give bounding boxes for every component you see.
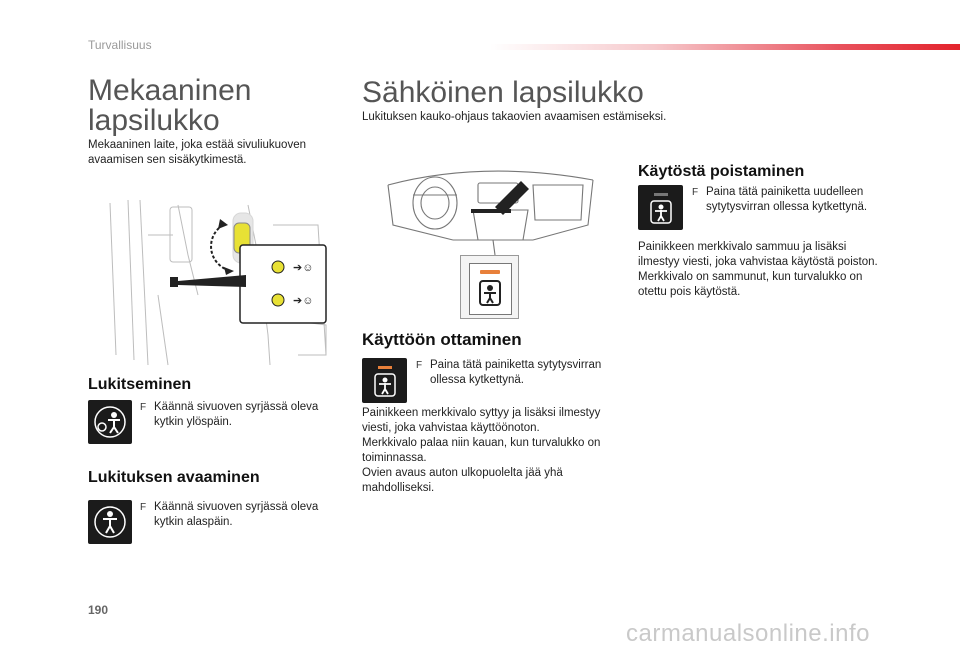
disable-desc-line-1: Painikkeen merkkivalo sammuu ja lisäksi	[638, 241, 847, 253]
enable-instruction	[416, 358, 601, 388]
disable-desc-line-3: Merkkivalo on sammunut, kun turvalukko on	[638, 271, 863, 283]
enable-heading: Käyttöön ottaminen	[362, 330, 522, 349]
child-lock-symbol-icon	[479, 280, 501, 306]
header-accent-bar	[490, 44, 960, 50]
enable-desc-line-4: toiminnassa.	[362, 452, 427, 464]
disable-line-1: Paina tätä painiketta uudelleen	[706, 186, 864, 198]
sliding-door-illustration	[88, 195, 328, 370]
bullet-marker: F	[140, 402, 147, 413]
enable-desc-line-6: mahdolliseksi.	[362, 482, 435, 494]
disable-desc-line-2: ilmestyy viesti, joka vahvistaa käytöstä poiston.	[638, 256, 878, 268]
enable-desc-line-2: viesti, joka vahvistaa käyttöönoton.	[362, 422, 540, 434]
title-line-2: lapsilukko	[88, 104, 220, 137]
locked-child-icon	[88, 400, 132, 444]
intro-line-2: avaamisen sen sisäkytkimestä.	[88, 154, 247, 166]
bullet-marker: F	[416, 360, 423, 371]
intro-line-1: Mekaaninen laite, joka estää sivuliukuoven	[88, 139, 306, 151]
dashboard-illustration	[383, 165, 598, 255]
enable-line-2: ollessa kytkettynä.	[430, 374, 524, 386]
electric-lock-intro: Lukituksen kauko-ohjaus takaovien avaamisen estämiseksi.	[362, 111, 667, 123]
child-lock-off-icon	[638, 185, 683, 230]
watermark: carmanualsonline.info	[626, 620, 870, 647]
unlocking-line-2: kytkin alaspäin.	[154, 516, 233, 528]
mechanical-lock-intro	[88, 138, 306, 168]
enable-description	[362, 406, 600, 496]
page-number: 190	[88, 603, 109, 617]
title-line-1: Mekaaninen	[88, 74, 252, 107]
enable-desc-line-3: Merkkivalo palaa niin kauan, kun turvalukko on	[362, 437, 601, 449]
locking-heading: Lukitseminen	[88, 376, 192, 393]
disable-instruction	[692, 185, 867, 215]
section-label: Turvallisuus	[88, 38, 152, 52]
locking-line-1: Käännä sivuoven syrjässä oleva	[154, 401, 319, 413]
svg-text:➔☺: ➔☺	[293, 295, 314, 307]
child-lock-on-icon	[362, 358, 407, 403]
enable-desc-line-5: Ovien avaus auton ulkopuolelta jää yhä	[362, 467, 563, 479]
disable-description	[638, 240, 878, 300]
button-face	[469, 263, 512, 315]
svg-text:➔☺: ➔☺	[293, 262, 314, 274]
enable-desc-line-1: Painikkeen merkkivalo syttyy ja lisäksi ilmestyy	[362, 407, 601, 419]
locking-instruction	[140, 400, 318, 430]
unlocked-child-icon	[88, 500, 132, 544]
disable-heading: Käytöstä poistaminen	[638, 163, 805, 180]
child-lock-button-illustration	[460, 255, 519, 319]
unlocking-heading: Lukituksen avaaminen	[88, 469, 260, 486]
disable-line-2: sytytysvirran ollessa kytkettynä.	[706, 201, 868, 213]
unlocking-line-1: Käännä sivuoven syrjässä oleva	[154, 501, 319, 513]
electric-lock-title: Sähköinen lapsilukko	[362, 76, 644, 109]
locking-line-2: kytkin ylöspäin.	[154, 416, 232, 428]
unlocking-instruction	[140, 500, 318, 530]
bullet-marker: F	[140, 502, 147, 513]
bullet-marker: F	[692, 187, 699, 198]
disable-desc-line-4: otettu pois käytöstä.	[638, 286, 741, 298]
mechanical-lock-title	[88, 76, 251, 136]
enable-line-1: Paina tätä painiketta sytytysvirran	[430, 359, 602, 371]
button-led-orange	[480, 270, 500, 274]
